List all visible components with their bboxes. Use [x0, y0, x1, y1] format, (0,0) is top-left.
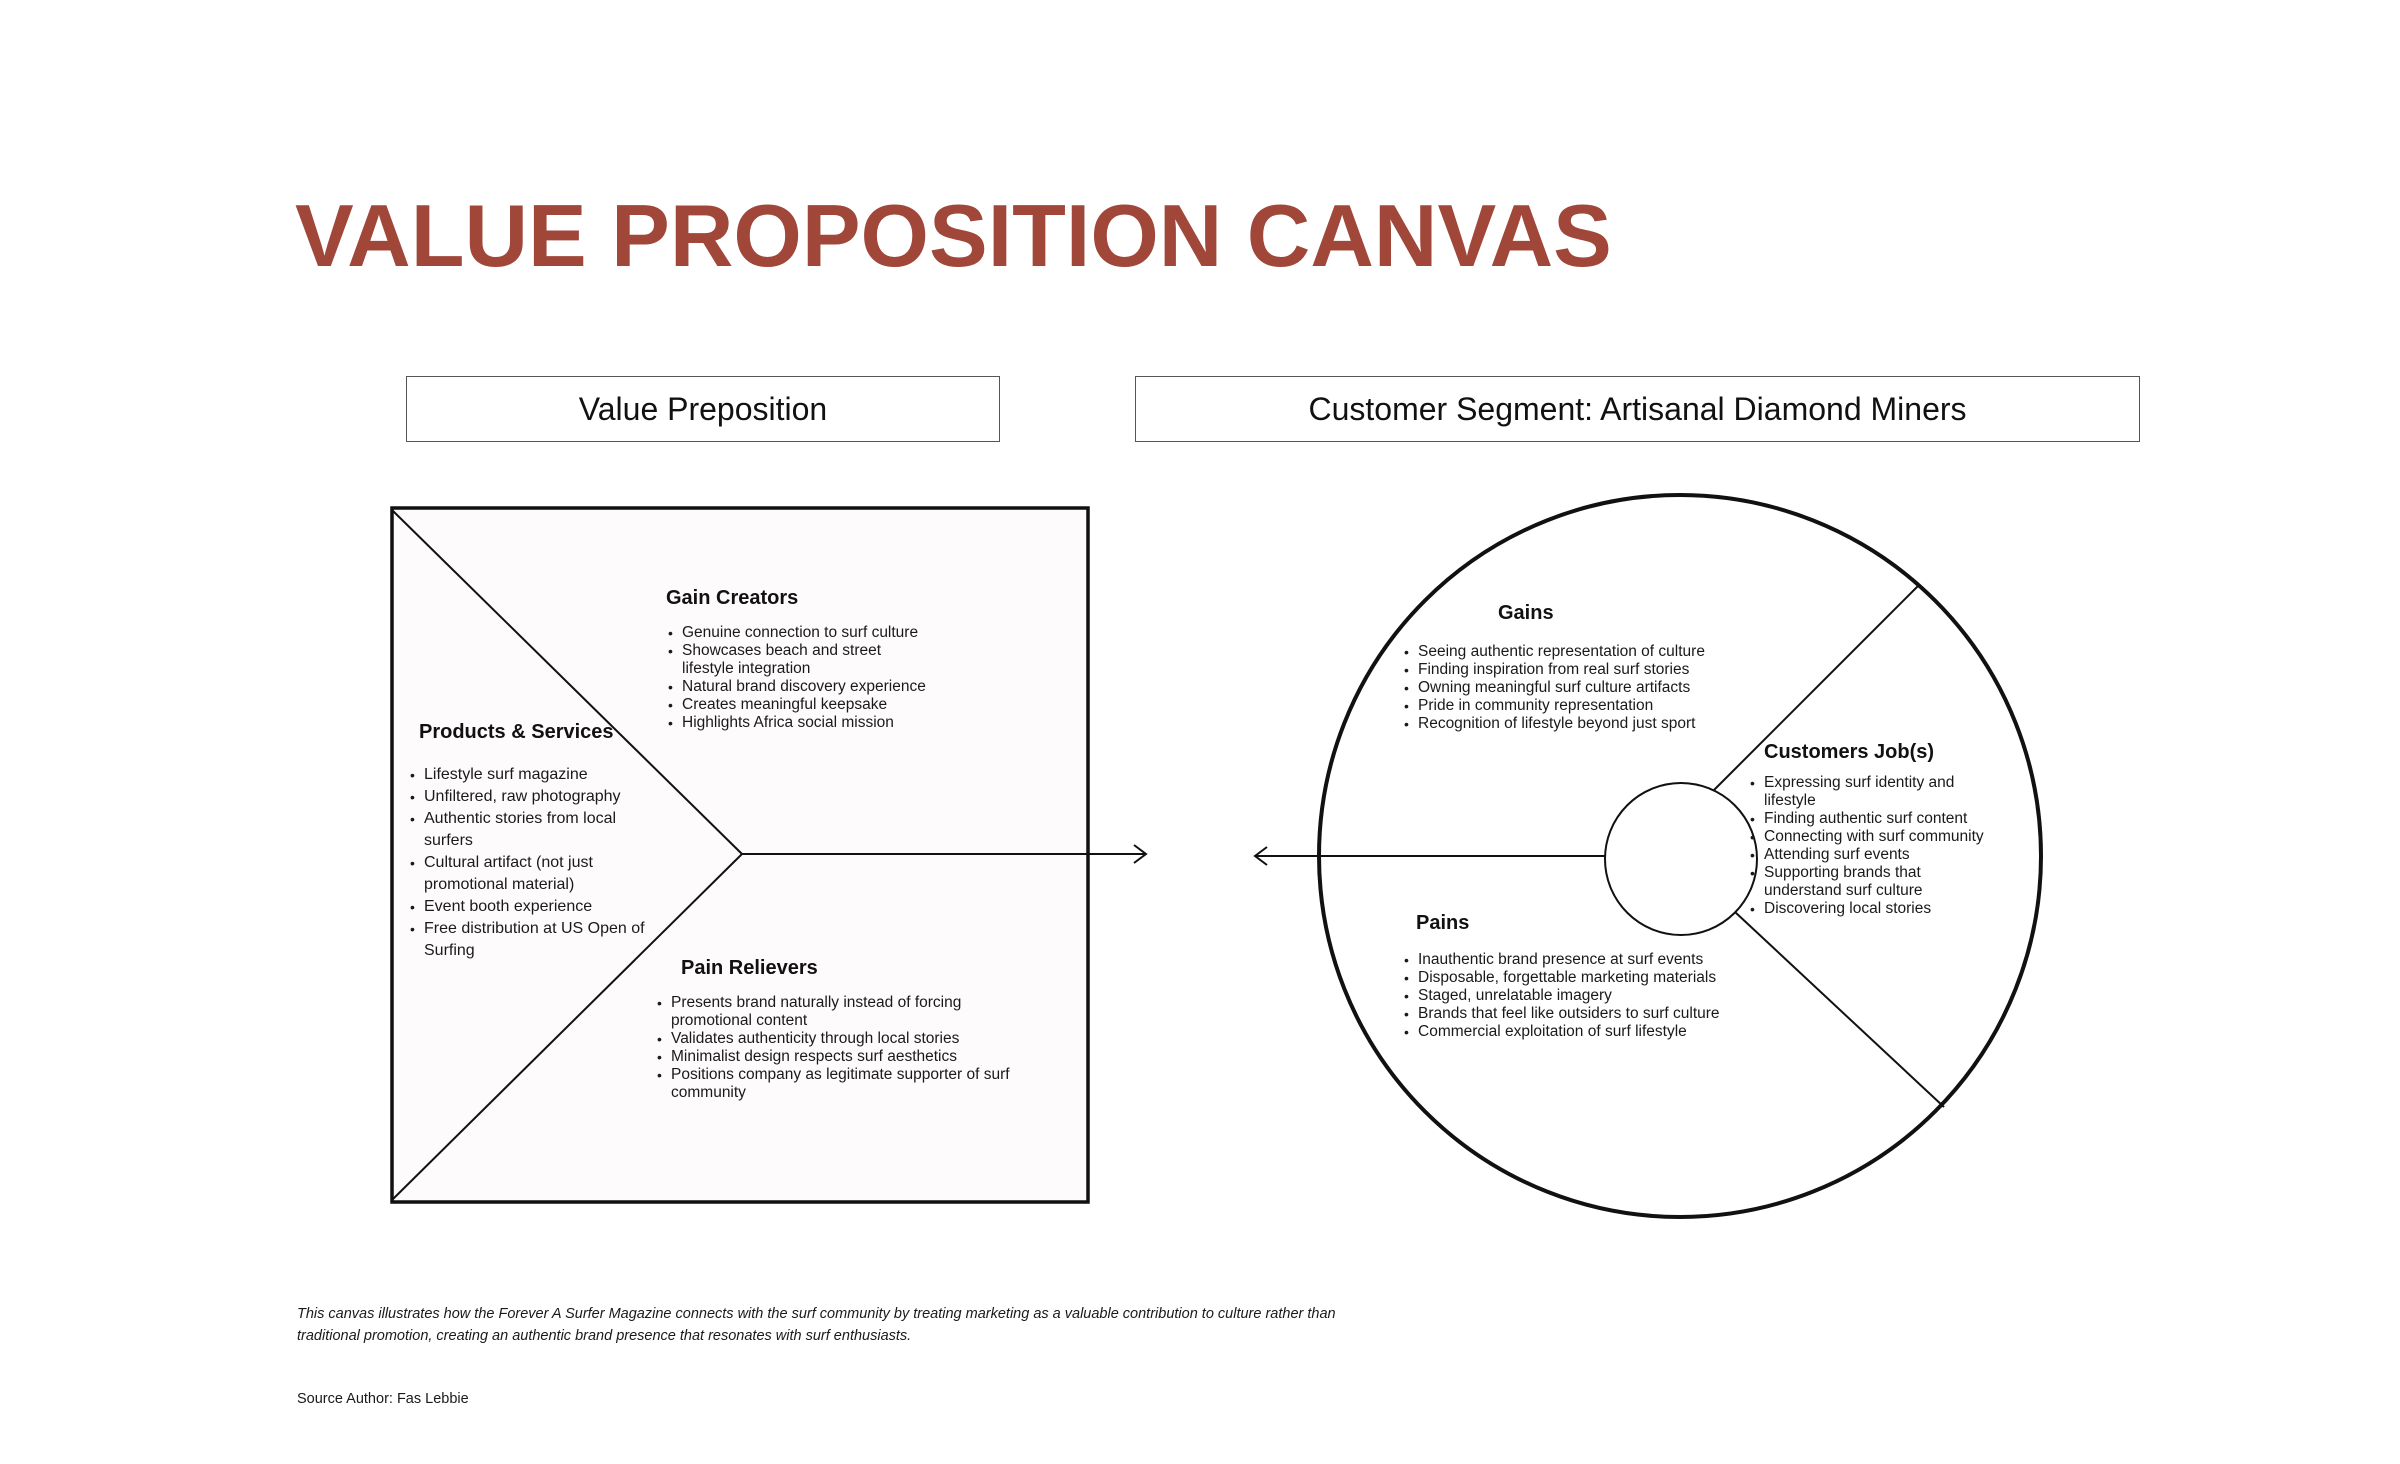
list-item: • Positions company as legitimate supporter of surf community: [671, 1066, 1011, 1102]
pain-relievers-section: [655, 957, 1025, 1102]
list-item: • Connecting with surf community: [1764, 828, 2028, 846]
page-title: VALUE PROPOSITION CANVAS: [295, 186, 1612, 285]
list-item: • Expressing surf identity and lifestyle: [1764, 774, 2004, 810]
pain-relievers-heading: Pain Relievers: [681, 957, 818, 979]
list-item: • Validates authenticity through local stories: [671, 1030, 1025, 1048]
list-item: • Recognition of lifestyle beyond just sport: [1418, 715, 1762, 733]
customer-jobs-section: [1748, 741, 2028, 918]
list-item: • Inauthentic brand presence at surf events: [1418, 951, 1782, 969]
pains-section: [1402, 912, 1782, 1041]
list-item: • Unfiltered, raw photography: [424, 786, 653, 808]
gains-section: [1402, 602, 1762, 733]
list-item: • Authentic stories from local surfers: [424, 808, 644, 852]
list-item: • Natural brand discovery experience: [682, 678, 996, 696]
pains-heading: Pains: [1416, 912, 1470, 934]
list-item: • Cultural artifact (not just promotional material): [424, 852, 629, 896]
list-item: • Event booth experience: [424, 896, 653, 918]
list-item: • Commercial exploitation of surf lifestyle: [1418, 1023, 1782, 1041]
list-item: • Owning meaningful surf culture artifacts: [1418, 679, 1762, 697]
list-item: • Attending surf events: [1764, 846, 2028, 864]
list-item: • Lifestyle surf magazine: [424, 764, 653, 786]
list-item: • Seeing authentic representation of culture: [1418, 643, 1762, 661]
list-item: • Showcases beach and street lifestyle integration: [682, 642, 932, 678]
list-item: • Pride in community representation: [1418, 697, 1762, 715]
list-item: • Finding inspiration from real surf stories: [1418, 661, 1762, 679]
list-item: • Brands that feel like outsiders to surf culture: [1418, 1005, 1782, 1023]
canvas-caption: This canvas illustrates how the Forever A Surfer Magazine connects with the surf community by treating marketing as a valuable contribution to culture rather than traditional promotion, creating an authentic brand presence that resonates with surf enthusiasts.: [297, 1306, 1336, 1344]
products-services-heading: Products & Services: [419, 721, 614, 743]
gain-creators-heading: Gain Creators: [666, 587, 799, 609]
products-services-section: [408, 721, 653, 962]
customer-segment-header-label: Customer Segment: Artisanal Diamond Miners: [1308, 390, 1967, 427]
source-author: Source Author: Fas Lebbie: [297, 1391, 469, 1407]
list-item: • Creates meaningful keepsake: [682, 696, 996, 714]
customer-jobs-heading: Customers Job(s): [1764, 741, 1935, 763]
list-item: • Disposable, forgettable marketing materials: [1418, 969, 1782, 987]
gain-creators-section: [666, 587, 996, 732]
list-item: • Finding authentic surf content: [1764, 810, 2028, 828]
list-item: • Supporting brands that understand surf culture: [1764, 864, 1964, 900]
list-item: • Highlights Africa social mission: [682, 714, 996, 732]
gains-heading: Gains: [1498, 602, 1554, 624]
list-item: • Staged, unrelatable imagery: [1418, 987, 1782, 1005]
list-item: • Presents brand naturally instead of forcing promotional content: [671, 994, 1011, 1030]
list-item: • Free distribution at US Open of Surfing: [424, 918, 649, 962]
value-proposition-header-label: Value Preposition: [578, 390, 828, 427]
list-item: • Discovering local stories: [1764, 900, 2028, 918]
list-item: • Minimalist design respects surf aesthetics: [671, 1048, 1025, 1066]
list-item: • Genuine connection to surf culture: [682, 624, 996, 642]
